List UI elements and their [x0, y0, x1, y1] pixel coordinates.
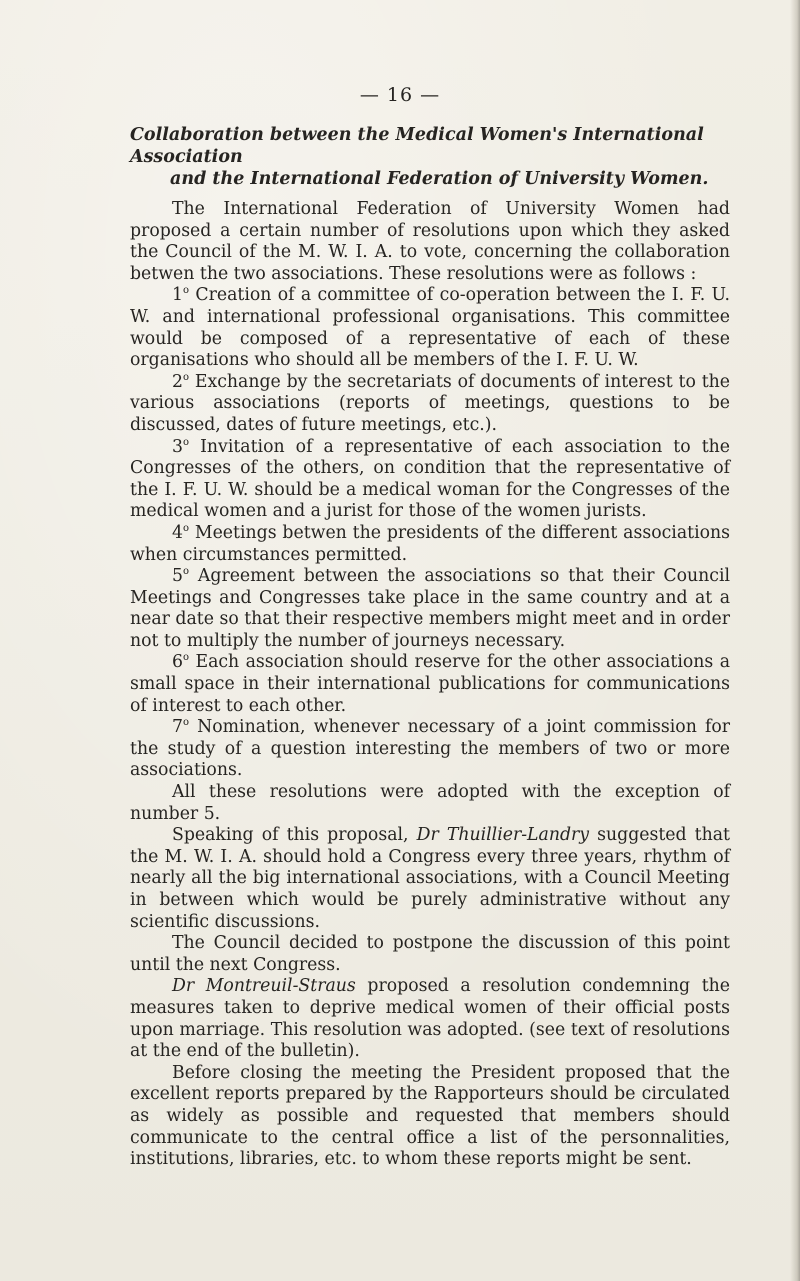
- resolution-number: 1: [172, 285, 183, 306]
- resolution-item: [130, 285, 730, 371]
- ordinal-mark: o: [183, 717, 190, 729]
- resolution-text: Agreement between the associations so that their Council Meetings and Congresses take place in the same country and at a near date so that their respective members might meet and in order not to multiply the number of journeys necessary.: [130, 566, 730, 651]
- speaking-text-a: Speaking of this proposal,: [172, 825, 417, 846]
- article-title-line-1: Collaboration between the Medical Women's International Association: [130, 125, 704, 167]
- resolution-item: [130, 372, 730, 437]
- resolution-item: [130, 437, 730, 523]
- resolution-item: [130, 717, 730, 782]
- resolution-number: 6: [172, 652, 183, 673]
- intro-paragraph: The International Federation of University Women had proposed a certain number of resolutions upon which they asked the Council of the M. W. I. A. to vote, concerning the collaboration betwen the two associations. These resolutions were as follows :: [130, 199, 730, 284]
- resolution-text: Creation of a committee of co-operation between the I. F. U. W. and international professional organisations. This committee would be composed of a representative of each of these organisations who should all be members of the I. F. U. W.: [130, 285, 730, 371]
- closing-paragraph: Before closing the meeting the President proposed that the excellent reports prepared by the Rapporteurs should be circulated as widely as possible and requested that members should communicate to the central office a list of the personnalities, institutions, libraries, etc. to whom these reports might be sent.: [130, 1062, 730, 1170]
- resolution-number: 4: [172, 522, 183, 543]
- adoption-note: All these resolutions were adopted with the exception of number 5.: [130, 782, 730, 824]
- speaking-text-b: suggested that the M. W. I. A. should hold a Congress every three years, rhythm of nearly all the big international associations, with a Council Meeting in between which would be purely administrative without any scientific discussions.: [130, 825, 730, 932]
- article-title: [130, 124, 730, 190]
- resolution-item: [130, 652, 730, 717]
- speaker-name: Dr Thuillier-Landry: [416, 825, 590, 846]
- speaking-paragraph: [130, 825, 730, 933]
- ordinal-mark: o: [183, 285, 190, 297]
- resolution-text: Nomination, whenever necessary of a joint commission for the study of a question interesting the members of two or more associations.: [130, 717, 730, 781]
- article-title-line-2: and the International Federation of University Women.: [170, 169, 709, 189]
- ordinal-mark: o: [183, 652, 190, 664]
- resolution-text: Exchange by the secretariats of documents of interest to the various associations (reports of meetings, questions to be discussed, dates of future meetings, etc.).: [130, 371, 730, 435]
- council-paragraph: The Council decided to postpone the discussion of this point until the next Congress.: [130, 933, 730, 975]
- montreuil-paragraph: [130, 976, 730, 1062]
- resolution-number: 3: [172, 436, 183, 457]
- resolution-item: [130, 566, 730, 652]
- resolution-number: 7: [172, 717, 183, 738]
- ordinal-mark: o: [183, 566, 190, 578]
- proposer-name: Dr Montreuil-Straus: [172, 976, 356, 997]
- ordinal-mark: o: [183, 436, 190, 448]
- ordinal-mark: o: [183, 523, 190, 535]
- resolution-number: 2: [172, 371, 183, 392]
- resolution-number: 5: [172, 566, 183, 587]
- page-number: — 16 —: [359, 84, 441, 106]
- resolution-item: [130, 523, 730, 566]
- resolution-text: Invitation of a representative of each association to the Congresses of the others, on condition that the representative of the I. F. U. W. should be a medical woman for the Congresses of the medical women and a jurist for those of the women jurists.: [130, 436, 730, 522]
- article-body: [130, 124, 730, 1171]
- resolution-text: Meetings betwen the presidents of the different associations when circumstances permitted.: [130, 522, 730, 565]
- ordinal-mark: o: [183, 371, 190, 383]
- resolution-text: Each association should reserve for the other associations a small space in their international publications for communications of interest to each other.: [130, 652, 730, 716]
- page-edge-shadow: [790, 0, 800, 1281]
- montreuil-text: proposed a resolution condemning the measures taken to deprive medical women of their official posts upon marriage. This resolution was adopted. (see text of resolutions at the end of the bulletin).: [130, 976, 731, 1062]
